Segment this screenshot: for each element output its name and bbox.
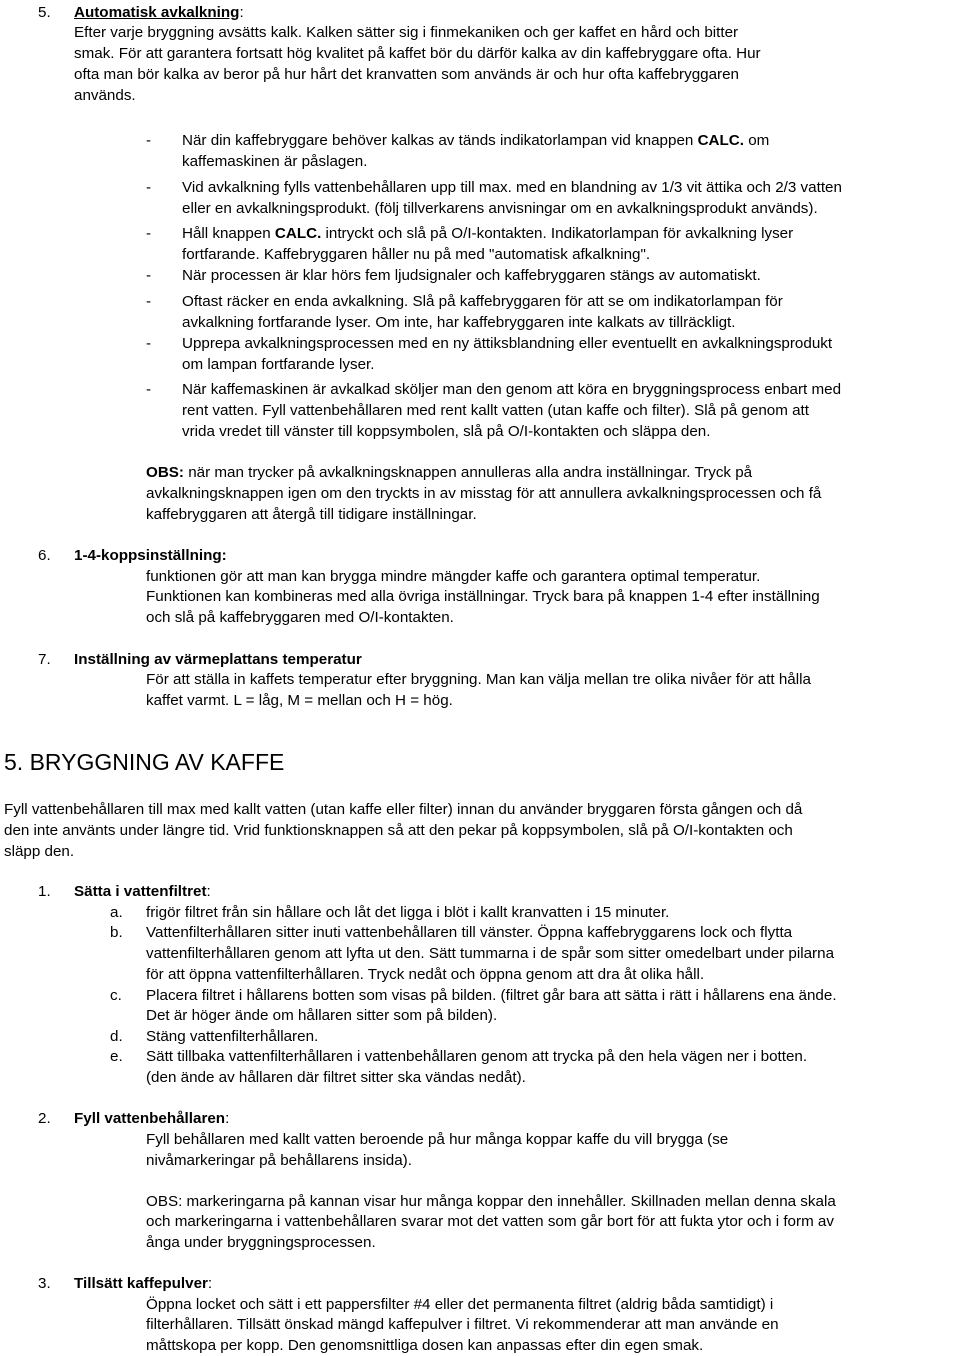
bullet-dash: - [146, 179, 152, 196]
list-marker: c. [110, 987, 122, 1004]
paragraph-line: används. [74, 87, 136, 104]
list-item: (den ände av hållaren där filtret sitter ska vändas nedåt). [146, 1069, 526, 1086]
bullet-text: Håll knappen CALC. intryckt och slå på O/I-kontakten. Indikatorlampan för avkalkning lyser [182, 225, 794, 242]
paragraph-line: och slå på kaffebryggaren med O/I-kontakten. [146, 609, 454, 626]
bullet-text: När processen är klar hörs fem ljudsignaler och kaffebryggaren stängs av automatiskt. [182, 267, 761, 284]
step-2-number: 2. [38, 1110, 51, 1127]
step-1-title: Sätta i vattenfiltret: [74, 883, 211, 900]
list-marker: d. [110, 1028, 123, 1045]
list-item: Sätt tillbaka vattenfilterhållaren i vattenbehållaren genom att trycka på den hela vägen ner i botten. [146, 1048, 808, 1065]
bullet-dash: - [146, 335, 152, 352]
paragraph-line: Fyll behållaren med kallt vatten beroende på hur många koppar kaffe du vill brygga (se [146, 1131, 729, 1148]
paragraph-line: nivåmarkeringar på behållarens insida). [146, 1152, 412, 1169]
bullet-dash: - [146, 293, 152, 310]
paragraph-line: kaffet varmt. L = låg, M = mellan och H = hög. [146, 692, 453, 709]
step-3-number: 3. [38, 1275, 51, 1292]
list-item: Placera filtret i hållarens botten som visas på bilden. (filtret går bara att sätta i rätt i hållarens ena ände. [146, 987, 837, 1004]
paragraph-line: funktionen gör att man kan brygga mindre mängder kaffe och garantera optimal temperatur. [146, 568, 761, 585]
step-1-number: 1. [38, 883, 51, 900]
paragraph-line: måttskopa per kopp. Den genomsnittliga dosen kan anpassas efter din egen smak. [146, 1337, 704, 1354]
step-2-title: Fyll vattenbehållaren: [74, 1110, 230, 1127]
section-7-number: 7. [38, 651, 51, 668]
section-5-title: Automatisk avkalkning: [74, 4, 244, 21]
paragraph-line: Fyll vattenbehållaren till max med kallt vatten (utan kaffe eller filter) innan du använder bryggaren första gången och då [4, 801, 803, 818]
paragraph-line: släpp den. [4, 843, 75, 860]
step-3-title: Tillsätt kaffepulver: [74, 1275, 213, 1292]
obs-note: och markeringarna i vattenbehållaren svarar mot det vatten som går bort för att fukta ytor och i form av [146, 1213, 834, 1230]
list-marker: b. [110, 924, 123, 941]
obs-note: kaffebryggaren att återgå till tidigare inställningar. [146, 506, 477, 523]
bullet-dash: - [146, 132, 152, 149]
list-marker: a. [110, 904, 123, 921]
paragraph-line: den inte använts under längre tid. Vrid funktionsknappen så att den pekar på koppsymbolen, slå på O/I-kontakten och [4, 822, 793, 839]
section-7-title: Inställning av värmeplattans temperatur [74, 651, 362, 668]
list-item: Vattenfilterhållaren sitter inuti vattenbehållaren till vänster. Öppna kaffebryggarens lock och flytta [146, 924, 793, 941]
bullet-text: fortfarande. Kaffebryggaren håller nu på med "automatisk afkalkning". [182, 246, 651, 263]
bullet-text: Vid avkalkning fylls vattenbehållaren upp till max. med en blandning av 1/3 vit ättika och 2/3 vatten [182, 179, 842, 196]
paragraph-line: För att ställa in kaffets temperatur efter bryggning. Man kan välja mellan tre olika nivåer för att hålla [146, 671, 811, 688]
paragraph-line: filterhållaren. Tillsätt önskad mängd kaffepulver i filtret. Vi rekommenderar att man använde en [146, 1316, 779, 1333]
obs-note: ånga under bryggningsprocessen. [146, 1234, 376, 1251]
bullet-text: När din kaffebryggare behöver kalkas av tänds indikatorlampan vid knappen CALC. om [182, 132, 770, 149]
obs-note: avkalkningsknappen igen om den tryckts in av misstag för att annullera avkalkningsprocessen och få [146, 485, 822, 502]
bullet-dash: - [146, 225, 152, 242]
bullet-dash: - [146, 267, 152, 284]
list-marker: e. [110, 1048, 123, 1065]
obs-note: OBS: när man trycker på avkalkningsknappen annulleras alla andra inställningar. Tryck på [146, 464, 753, 481]
bullet-text: rent vatten. Fyll vattenbehållaren med rent kallt vatten (utan kaffe och filter). Slå på genom att [182, 402, 809, 419]
chapter-heading: 5. BRYGGNING AV KAFFE [4, 749, 285, 775]
paragraph-line: ofta man bör kalka av beror på hur hårt det kranvatten som används är och hur ofta kaffebryggaren [74, 66, 739, 83]
paragraph-line: smak. För att garantera fortsatt hög kvalitet på kaffet bör du därför kalka av din kaffebryggare ofta. Hur [74, 45, 761, 62]
section-5-number: 5. [38, 4, 51, 21]
paragraph-line: Funktionen kan kombineras med alla övriga inställningar. Tryck bara på knappen 1-4 efter inställning [146, 588, 820, 605]
bullet-dash: - [146, 381, 152, 398]
paragraph-line: Efter varje bryggning avsätts kalk. Kalken sätter sig i finmekaniken och ger kaffet en hård och bitter [74, 24, 739, 41]
section-6-number: 6. [38, 547, 51, 564]
bullet-text: Upprepa avkalkningsprocessen med en ny ättiksblandning eller eventuellt en avkalkningsprodukt [182, 335, 833, 352]
bullet-text: När kaffemaskinen är avkalkad sköljer man den genom att köra en bryggningsprocess enbart med [182, 381, 842, 398]
bullet-text: avkalkning fortfarande lyser. Om inte, har kaffebryggaren inte kalkats av tillräckligt. [182, 314, 736, 331]
list-item: Stäng vattenfilterhållaren. [146, 1028, 319, 1045]
section-6-title: 1-4-koppsinställning: [74, 547, 227, 564]
bullet-text: vrida vredet till vänster till koppsymbolen, slå på O/I-kontakten och släppa den. [182, 423, 711, 440]
obs-note: OBS: markeringarna på kannan visar hur många koppar den innehåller. Skillnaden mellan denna skala [146, 1193, 836, 1210]
bullet-text: om lampan fortfarande lyser. [182, 356, 375, 373]
bullet-text: kaffemaskinen är påslagen. [182, 153, 368, 170]
list-item: Det är höger ände om hållaren sitter som på bilden). [146, 1007, 498, 1024]
paragraph-line: Öppna locket och sätt i ett pappersfilter #4 eller det permanenta filtret (aldrig båda samtidigt) i [146, 1296, 774, 1313]
list-item: för att öppna vattenfilterhållaren. Tryck nedåt och öppna genom att dra åt olika håll. [146, 966, 705, 983]
list-item: vattenfilterhållaren genom att lyfta ut den. Sätt tummarna i de spår som sitter omedelbart under pilarna [146, 945, 835, 962]
bullet-text: eller en avkalkningsprodukt. (följ tillverkarens anvisningar om en avkalkningsprodukt används). [182, 200, 818, 217]
bullet-text: Oftast räcker en enda avkalkning. Slå på kaffebryggaren för att se om indikatorlampan för [182, 293, 783, 310]
list-item: frigör filtret från sin hållare och låt det ligga i blöt i kallt kranvatten i 15 minuter. [146, 904, 670, 921]
